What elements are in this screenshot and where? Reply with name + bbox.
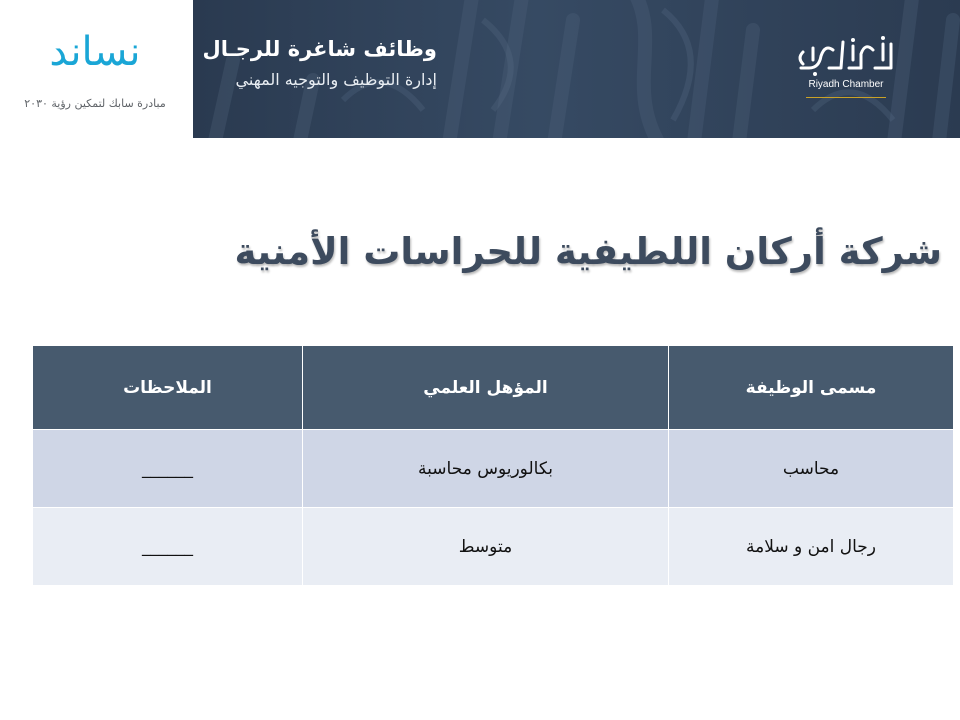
header-qualification: المؤهل العلمي bbox=[303, 346, 669, 430]
cell-qualification: بكالوريوس محاسبة bbox=[303, 430, 669, 508]
banner-subtitle: إدارة التوظيف والتوجيه المهني bbox=[235, 70, 437, 89]
header-job-title: مسمى الوظيفة bbox=[669, 346, 954, 430]
cell-job-title: محاسب bbox=[669, 430, 954, 508]
header-notes: الملاحظات bbox=[33, 346, 303, 430]
riyadh-chamber-logo-icon bbox=[791, 32, 901, 80]
nasand-wordmark: نساند bbox=[49, 29, 141, 75]
cell-job-title: رجال امن و سلامة bbox=[669, 508, 954, 586]
table-header-row bbox=[33, 346, 954, 430]
company-title: شركة أركان اللطيفية للحراسات الأمنية bbox=[234, 230, 942, 273]
table-row bbox=[33, 508, 954, 586]
jobs-table bbox=[32, 345, 954, 586]
nasand-logo bbox=[0, 0, 193, 138]
banner-title: وظائف شاغرة للرجـال bbox=[202, 37, 437, 61]
table-row bbox=[33, 430, 954, 508]
header bbox=[0, 0, 960, 138]
chamber-divider bbox=[806, 97, 886, 98]
cell-notes: ______ bbox=[33, 508, 303, 586]
cell-qualification: متوسط bbox=[303, 508, 669, 586]
riyadh-chamber-name: Riyadh Chamber bbox=[808, 79, 884, 90]
banner bbox=[193, 0, 960, 138]
nasand-tagline: مبادرة سابك لتمكين رؤية ٢٠٣٠ bbox=[24, 97, 166, 110]
cell-notes: ______ bbox=[33, 430, 303, 508]
